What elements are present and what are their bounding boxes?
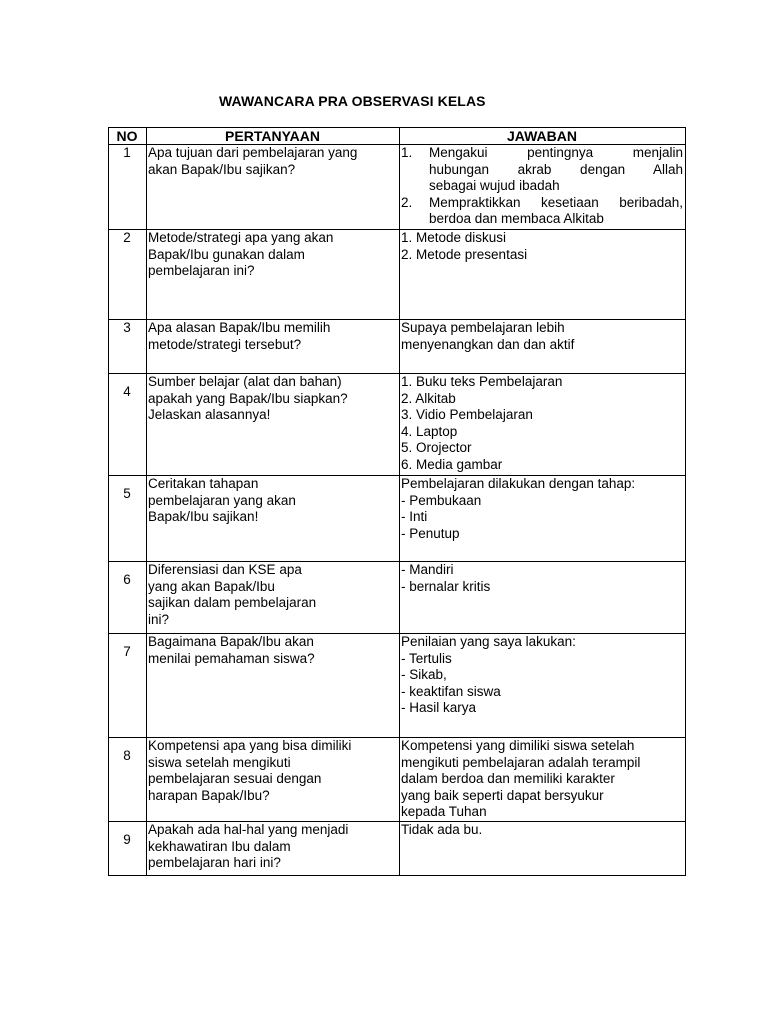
answer-line: - keaktifan siswa — [401, 683, 501, 699]
answer-cell — [400, 145, 686, 230]
table-row — [109, 145, 686, 230]
question-line: pembelajaran ini? — [148, 263, 255, 278]
question-line: Metode/strategi apa yang akan — [148, 230, 334, 245]
interview-table — [108, 127, 686, 876]
question-line: yang akan Bapak/Ibu — [148, 578, 275, 594]
question-line: harapan Bapak/Ibu? — [148, 787, 270, 803]
row-number: 1 — [109, 145, 147, 230]
answer-item — [401, 145, 683, 162]
row-number — [109, 738, 147, 822]
question-cell — [147, 374, 400, 476]
question-line: metode/strategi tersebut? — [148, 336, 302, 352]
answer-line: dalam berdoa dan memiliki karakter — [401, 771, 615, 786]
question-line: Apa alasan Bapak/Ibu memilih — [148, 320, 331, 335]
table-row — [109, 230, 686, 320]
answer-cell — [400, 738, 686, 822]
table-row — [109, 822, 686, 876]
answer-line: Penilaian yang saya lakukan: — [401, 634, 576, 649]
question-line: Ceritakan tahapan — [148, 476, 259, 491]
page-title: WAWANCARA PRA OBSERVASI KELAS — [219, 93, 486, 109]
row-number — [109, 476, 147, 562]
answer-cell — [400, 562, 686, 634]
answer-line: kepada Tuhan — [401, 804, 487, 819]
table-row — [109, 374, 686, 476]
question-line: siswa setelah mengikuti — [148, 754, 291, 770]
question-line: Jelaskan alasannya! — [148, 407, 271, 422]
question-line: Apa tujuan dari pembelajaran yang — [148, 145, 358, 160]
row-number: 2 — [109, 230, 147, 320]
answer-line: berdoa dan membaca Alkitab — [429, 211, 604, 226]
answer-line: 1. Metode diskusi — [401, 230, 507, 245]
row-number — [109, 374, 147, 476]
answer-line: - Hasil karya — [401, 700, 477, 715]
question-line: Bapak/Ibu sajikan! — [148, 509, 259, 524]
answer-cell — [400, 822, 686, 876]
answer-cell — [400, 320, 686, 374]
table-row — [109, 320, 686, 374]
row-number-text: 8 — [123, 748, 131, 763]
answer-line: Mempraktikkan kesetiaan beribadah, — [429, 194, 683, 210]
answer-line: 1. Buku teks Pembelajaran — [401, 374, 563, 389]
answer-line: 3. Vidio Pembelajaran — [401, 407, 533, 422]
answer-line: - Mandiri — [401, 562, 454, 577]
answer-line: - Penutup — [401, 525, 460, 541]
table-row — [109, 738, 686, 822]
question-line: Kompetensi apa yang bisa dimiliki — [148, 738, 352, 753]
answer-line: Supaya pembelajaran lebih — [401, 320, 565, 335]
answer-item-number: 1. — [401, 145, 413, 160]
answer-line: - Pembukaan — [401, 492, 482, 508]
question-line: pembelajaran sesuai dengan — [148, 771, 322, 786]
table-row — [109, 476, 686, 562]
header-question: PERTANYAAN — [147, 128, 400, 145]
answer-line: menyenangkan dan dan aktif — [401, 336, 575, 352]
header-answer: JAWABAN — [400, 128, 686, 145]
question-line: Bagaimana Bapak/Ibu akan — [148, 634, 314, 649]
question-line: menilai pemahaman siswa? — [148, 650, 315, 666]
question-line: Diferensiasi dan KSE apa — [148, 562, 302, 577]
answer-line: 5. Orojector — [401, 440, 472, 455]
answer-line: sebagai wujud ibadah — [429, 178, 560, 193]
question-line: apakah yang Bapak/Ibu siapkan? — [148, 390, 348, 406]
question-cell — [147, 230, 400, 320]
question-cell — [147, 738, 400, 822]
answer-line: mengikuti pembelajaran adalah terampil — [401, 754, 641, 770]
answer-line: - Sikab, — [401, 667, 447, 682]
question-line: Apakah ada hal-hal yang menjadi — [148, 822, 349, 837]
question-line: pembelajaran hari ini? — [148, 855, 281, 870]
question-line: sajikan dalam pembelajaran — [148, 595, 317, 610]
header-no: NO — [109, 128, 147, 145]
answer-line: 2. Alkitab — [401, 390, 456, 406]
question-cell — [147, 634, 400, 738]
answer-line: hubungan akrab dengan Allah — [429, 161, 683, 177]
answer-line: yang baik seperti dapat bersyukur — [401, 787, 604, 803]
question-cell — [147, 145, 400, 230]
question-line: pembelajaran yang akan — [148, 492, 296, 508]
row-number-text: 4 — [123, 384, 131, 399]
answer-line: 4. Laptop — [401, 423, 458, 439]
answer-line: - Inti — [401, 509, 428, 524]
answer-cell — [400, 230, 686, 320]
answer-item-number: 2. — [401, 194, 413, 210]
table-row — [109, 562, 686, 634]
row-number-text: 5 — [123, 486, 131, 501]
question-line: kekhawatiran Ibu dalam — [148, 838, 291, 854]
row-number — [109, 822, 147, 876]
row-number — [109, 562, 147, 634]
answer-cell — [400, 476, 686, 562]
answer-cell — [400, 374, 686, 476]
answer-cell — [400, 634, 686, 738]
answer-line: 6. Media gambar — [401, 456, 503, 472]
answer-line: Mengakui pentingnya menjalin — [429, 145, 683, 160]
answer-line: Pembelajaran dilakukan dengan tahap: — [401, 476, 636, 491]
row-number-text: 7 — [123, 644, 131, 659]
row-number-text: 9 — [123, 832, 131, 847]
answer-line: - bernalar kritis — [401, 578, 491, 594]
question-line: akan Bapak/Ibu sajikan? — [148, 161, 296, 177]
question-cell — [147, 562, 400, 634]
answer-item — [401, 195, 683, 212]
question-cell — [147, 822, 400, 876]
table-header-row — [109, 128, 686, 145]
question-cell — [147, 476, 400, 562]
row-number-text: 6 — [123, 572, 131, 587]
table-row — [109, 634, 686, 738]
question-cell — [147, 320, 400, 374]
question-line: Sumber belajar (alat dan bahan) — [148, 374, 342, 389]
question-line: ini? — [148, 611, 170, 627]
answer-line: 2. Metode presentasi — [401, 246, 528, 262]
row-number: 3 — [109, 320, 147, 374]
answer-line: - Tertulis — [401, 650, 452, 666]
row-number — [109, 634, 147, 738]
answer-line: Kompetensi yang dimiliki siswa setelah — [401, 738, 635, 753]
answer-line: Tidak ada bu. — [401, 822, 483, 837]
question-line: Bapak/Ibu gunakan dalam — [148, 246, 305, 262]
